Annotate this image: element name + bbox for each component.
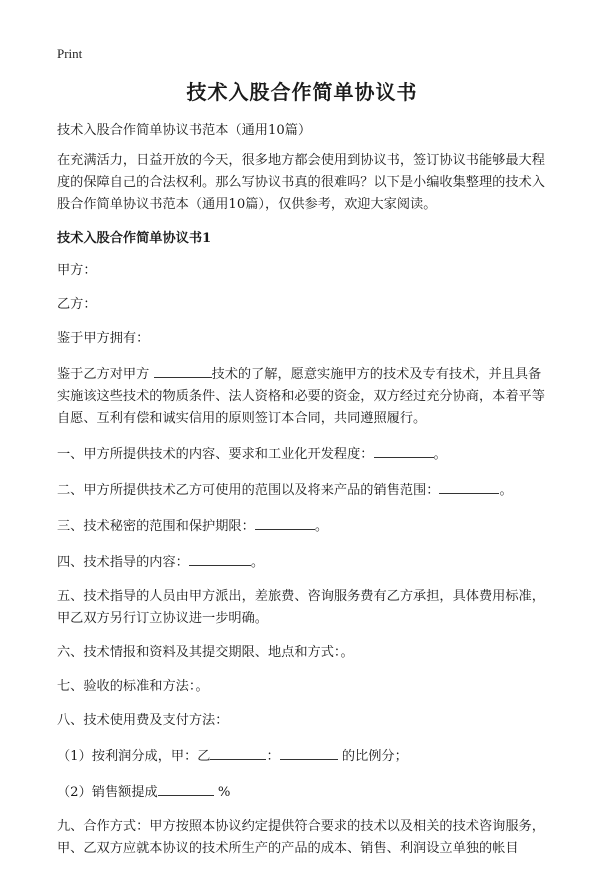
blank-field	[154, 362, 212, 378]
intro-paragraph: 在充满活力，日益开放的今天，很多地方都会使用到协议书，签订协议书能够最大程度的保障自己的合法权利。那么写协议书真的很难吗？以下是小编收集整理的技术入股合作简单协议书范本（通用10篇），仅供参考，欢迎大家阅读。	[57, 153, 545, 212]
clause-4	[57, 550, 547, 574]
clause-3-end: 。	[314, 519, 328, 534]
clause-8-1-sep: ：	[266, 749, 280, 764]
document-subtitle: 技术入股合作简单协议书范本（通用10篇）	[57, 123, 312, 138]
clause-4-text: 四、技术指导的内容：	[57, 555, 189, 570]
clause-5: 五、技术指导的人员由甲方派出，差旅费、咨询服务费有乙方承担，具体费用标准，甲乙双方另行订立协议进一步明确。	[57, 589, 545, 626]
clause-1	[57, 442, 547, 466]
clause-3-text: 三、技术秘密的范围和保护期限：	[57, 519, 255, 534]
blank-field	[374, 442, 434, 458]
clause-2	[57, 478, 547, 502]
clause-1-end: 。	[433, 447, 447, 462]
clause-8-2	[57, 780, 547, 804]
blank-field	[280, 744, 338, 760]
blank-field	[158, 780, 214, 796]
clause-3	[57, 514, 547, 538]
whereas-b-part1: 鉴于乙方对甲方	[57, 367, 150, 382]
clause-8-1	[57, 744, 547, 768]
whereas-b-paragraph	[57, 362, 547, 430]
section-heading: 技术入股合作简单协议书1	[57, 231, 212, 246]
clause-9: 九、合作方式：甲方按照本协议约定提供符合要求的技术以及相关的技术咨询服务，甲、乙双方应就本协议的技术所生产的产品的成本、销售、利润设立单独的帐目	[57, 819, 545, 856]
blank-field	[255, 514, 315, 530]
blank-field	[439, 478, 499, 494]
clause-6: 六、技术情报和资料及其提交期限、地点和方式：。	[57, 645, 354, 660]
clause-8-2-end: %	[217, 785, 231, 800]
clause-2-end: 。	[499, 483, 513, 498]
clause-7: 七、验收的标准和方法：。	[57, 679, 209, 694]
blank-field	[189, 550, 251, 566]
clause-1-text: 一、甲方所提供技术的内容、要求和工业化开发程度：	[57, 447, 374, 462]
clause-2-text: 二、甲方所提供技术乙方可使用的范围以及将来产品的销售范围：	[57, 483, 440, 498]
whereas-a-line: 鉴于甲方拥有：	[57, 331, 150, 346]
clause-8-1-end: 的比例分；	[341, 749, 408, 764]
clause-4-end: 。	[250, 555, 265, 570]
whereas-b-part2: 技术的了解，愿意实施甲方的技术及专有技术，并且具备实施该这些技术的物质条件、法人资格和必要的资金，双方经过充分协商，本着平等自愿、互利有偿和诚实信用的原则签订本合同，共同遵照履行。	[57, 367, 545, 426]
clause-8: 八、技术使用费及支付方法：	[57, 713, 229, 728]
party-a-line: 甲方：	[57, 263, 97, 278]
document-title: 技术入股合作简单协议书	[186, 80, 418, 104]
blank-field	[210, 744, 266, 760]
clause-8-2-part1: （2）销售额提成	[57, 785, 158, 800]
party-b-line: 乙方：	[57, 297, 97, 312]
print-link[interactable]: Print	[57, 46, 83, 61]
clause-8-1-part1: （1）按利润分成，甲：乙	[57, 749, 211, 764]
document	[57, 78, 547, 872]
